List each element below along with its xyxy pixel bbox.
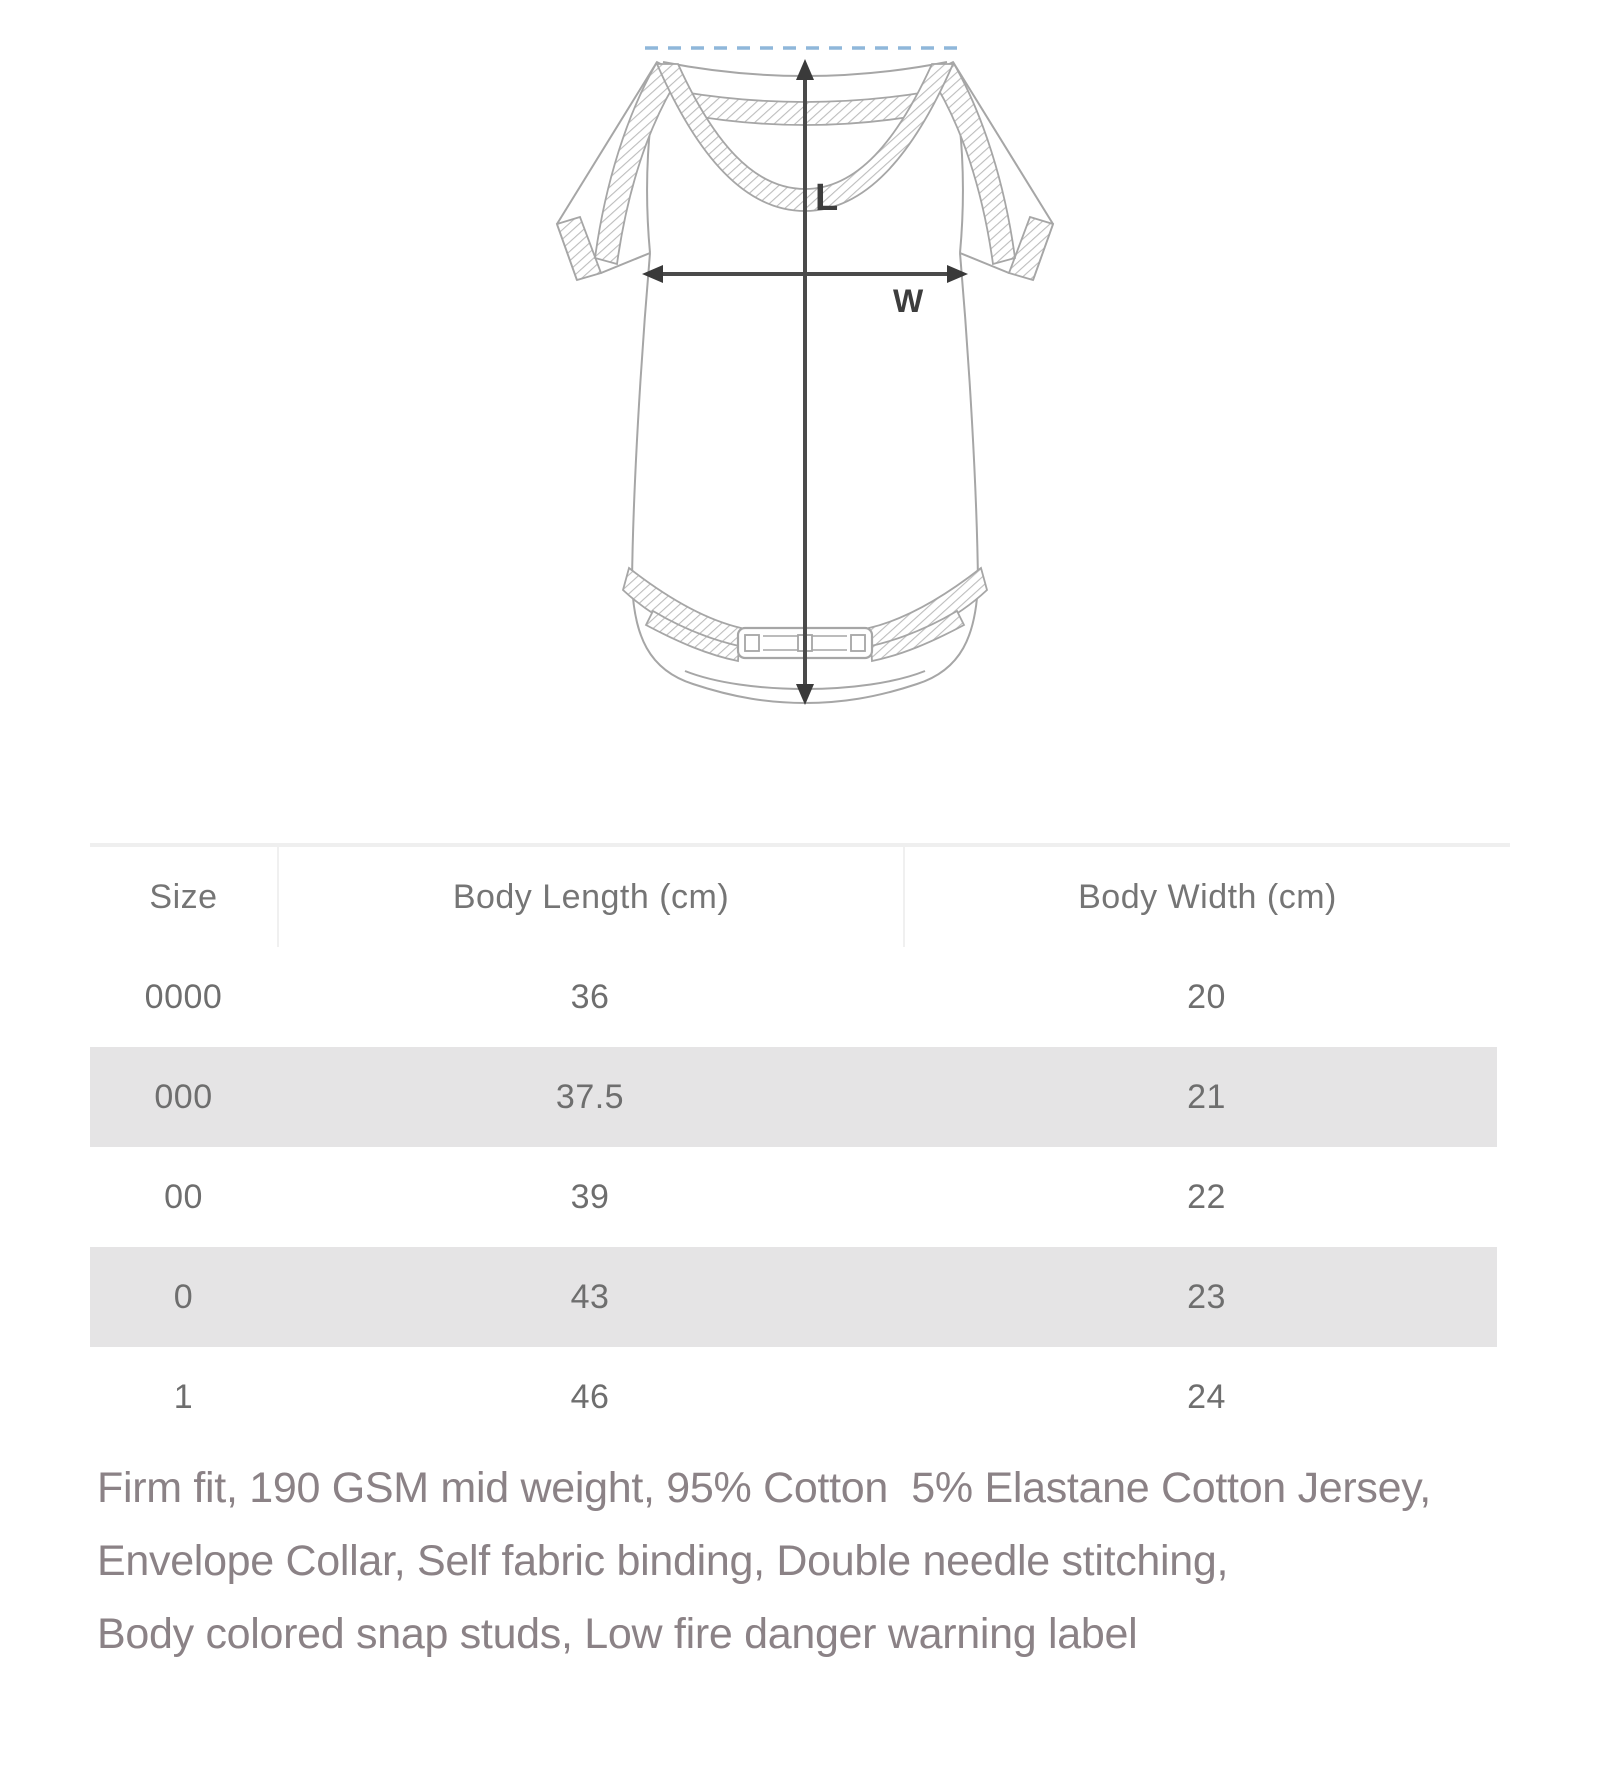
cell-body-length: 46 xyxy=(570,1377,610,1416)
cell-size: 0 xyxy=(173,1277,194,1316)
snap-stud xyxy=(745,635,759,651)
table-row xyxy=(90,1247,1510,1347)
column-header-size: Size xyxy=(149,877,218,916)
description-line: Body colored snap studs, Low fire danger warning label xyxy=(97,1610,1138,1658)
onesie-diagram xyxy=(545,28,1065,708)
table-row xyxy=(90,947,1510,1047)
size-table xyxy=(90,843,1510,1447)
cell-body-length: 39 xyxy=(570,1177,610,1216)
cell-size: 0000 xyxy=(144,977,223,1016)
cell-body-length: 36 xyxy=(570,977,610,1016)
column-header-body-length: Body Length (cm) xyxy=(277,847,903,947)
table-row xyxy=(90,1347,1510,1447)
cell-size: 1 xyxy=(173,1377,194,1416)
table-row xyxy=(90,1047,1510,1147)
length-arrow xyxy=(796,59,814,705)
cell-body-length: 43 xyxy=(570,1277,610,1316)
cell-body-width: 20 xyxy=(1187,977,1226,1016)
table-row xyxy=(90,1147,1510,1247)
snap-stud xyxy=(851,635,865,651)
size-table-header-row xyxy=(90,847,1510,947)
cell-body-width: 21 xyxy=(1187,1077,1226,1116)
onesie-line-drawing xyxy=(545,28,1065,708)
column-header-body-width: Body Width (cm) xyxy=(903,847,1510,947)
size-table-body xyxy=(90,947,1510,1447)
product-description xyxy=(97,1452,1537,1671)
cell-body-width: 23 xyxy=(1187,1277,1226,1316)
width-label: W xyxy=(893,283,924,319)
description-line: Envelope Collar, Self fabric binding, Double needle stitching, xyxy=(97,1537,1229,1585)
cell-body-length: 37.5 xyxy=(555,1077,625,1116)
cell-size: 000 xyxy=(154,1077,213,1116)
length-label: L xyxy=(815,177,839,219)
cell-size: 00 xyxy=(164,1177,203,1216)
cell-body-width: 22 xyxy=(1187,1177,1226,1216)
description-line: Firm fit, 190 GSM mid weight, 95% Cotton 5% Elastane Cotton Jersey, xyxy=(97,1464,1431,1512)
cell-body-width: 24 xyxy=(1187,1377,1226,1416)
